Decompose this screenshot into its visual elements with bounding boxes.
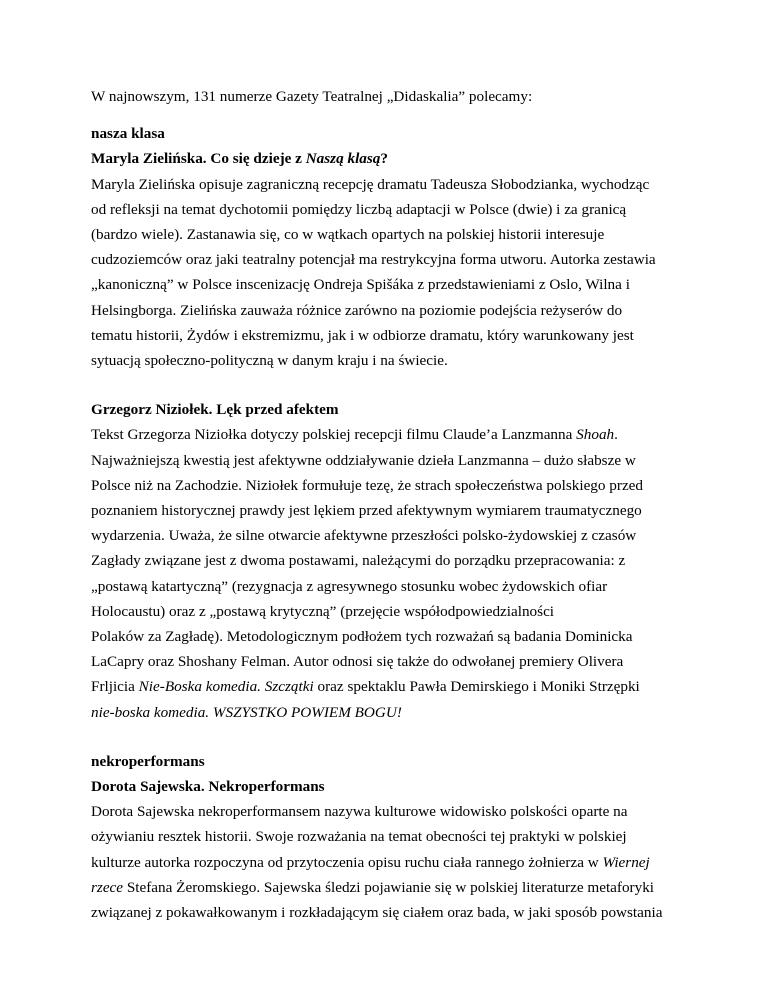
article-title-zielinska xyxy=(91,146,691,171)
body-line xyxy=(91,700,691,725)
body-line: Polaków za Zagładę). Metodologicznym podłożem tych rozważań są badania Dominicka xyxy=(91,628,633,646)
body-italic-text: Wiernej xyxy=(602,853,650,871)
body-text: Frljicia xyxy=(91,678,139,696)
body-line xyxy=(91,875,691,900)
body-italic-text: Nie-Boska komedia. Szczątki xyxy=(138,678,314,696)
body-line: Polsce niż na Zachodzie. Niziołek formułuje tezę, że strach społeczeństwa polskiego przed xyxy=(91,476,644,494)
article-title-sajewska: Dorota Sajewska. Nekroperformans xyxy=(91,778,325,796)
section-tag-nasza-klasa: nasza klasa xyxy=(91,125,165,143)
body-line: sytuacją społeczno-polityczną w danym kraju i na świecie. xyxy=(91,352,448,370)
body-line: cudzoziemców oraz jaki teatralny potencjał ma restrykcyjna forma utworu. Autorka zestawia xyxy=(91,251,656,269)
body-line: Najważniejszą kwestią jest afektywne oddziaływanie dzieła Lanzmanna – dużo słabsze w xyxy=(91,451,636,469)
body-line: LaCapry oraz Shoshany Felman. Autor odnosi się także do odwołanej premiery Olivera xyxy=(91,653,624,671)
body-line: Holocaustu) oraz z „postawą krytyczną” (przejęcie współodpowiedzialności xyxy=(91,602,555,620)
body-line: poznaniem historycznej prawdy jest lękiem przed afektywnym wymiarem traumatycznego xyxy=(91,502,642,520)
article-body-niziolek xyxy=(91,422,691,724)
body-line: (bardzo wiele). Zastanawia się, co w wątkach opartych na polskiej historii interesuje xyxy=(91,226,605,244)
body-line: „postawą katartyczną” (rezygnacja z agresywnego stosunku wobec żydowskich ofiar xyxy=(91,577,608,595)
body-line: tematu historii, Żydów i ekstremizmu, jak i w odbiorze dramatu, który warunkowany jest xyxy=(91,326,634,344)
body-line: Maryla Zielińska opisuje zagraniczną recepcję dramatu Tadeusza Słobodzianka, wychodząc xyxy=(91,175,650,193)
paragraph-gap xyxy=(91,725,691,749)
body-text: kulturze autorka rozpoczyna od przytoczenia opisu ruchu ciała rannego żołnierza w xyxy=(91,853,603,871)
body-line: Zagłady związane jest z dwoma postawami, należącymi do porządku przepracowania: z xyxy=(91,552,626,570)
body-line xyxy=(91,674,691,699)
body-italic-text: rzece xyxy=(91,878,124,896)
title-italic-text: Naszą klasą xyxy=(305,150,381,168)
body-line: wydarzenia. Uważa, że silne otwarcie afektywne przeszłości polsko-żydowskiej z czasów xyxy=(91,527,637,545)
body-line: „kanoniczną” w Polsce inscenizację Ondreja Spišáka z przedstawieniami z Oslo, Wilna i xyxy=(91,276,630,294)
body-line: Dorota Sajewska nekroperformansem nazywa kulturowe widowisko polskości oparte na xyxy=(91,803,628,821)
article-title-niziolek: Grzegorz Niziołek. Lęk przed afektem xyxy=(91,401,339,419)
title-text: Maryla Zielińska. Co się dzieje z xyxy=(91,150,306,168)
body-line: od refleksji na temat dychotomii pomiędzy liczbą adaptacji w Polsce (dwie) i za granicą xyxy=(91,200,627,218)
section-tag-nekroperformans: nekroperformans xyxy=(91,752,205,770)
body-text: oraz spektaklu Pawła Demirskiego i Moniki Strzępki xyxy=(313,678,640,696)
body-line: związanej z pokawałkowanym i rozkładającym się ciałem oraz bada, w jaki sposób powstania xyxy=(91,904,663,922)
body-italic-text: Shoah xyxy=(576,426,615,444)
document-page xyxy=(91,84,691,925)
body-line xyxy=(91,850,691,875)
title-text: ? xyxy=(380,150,388,168)
body-text: . xyxy=(614,426,618,444)
body-text: Tekst Grzegorza Niziołka dotyczy polskiej recepcji filmu Claude’a Lanzmanna xyxy=(91,426,577,444)
body-line: Helsingborga. Zielińska zauważa różnice zarówno na poziomie podejścia reżyserów do xyxy=(91,301,623,319)
body-line xyxy=(91,422,691,447)
body-italic-text: nie-boska komedia. WSZYSTKO POWIEM BOGU! xyxy=(91,703,402,721)
body-text: Stefana Żeromskiego. Sajewska śledzi pojawianie się w polskiej literaturze metaforyki xyxy=(123,878,655,896)
article-body-zielinska xyxy=(91,172,691,374)
paragraph-gap xyxy=(91,373,691,397)
intro-line: W najnowszym, 131 numerze Gazety Teatralnej „Didaskalia” polecamy: xyxy=(91,88,533,105)
article-body-sajewska xyxy=(91,799,691,925)
body-line: ożywianiu resztek historii. Swoje rozważania na temat obecności tej praktyki w polskiej xyxy=(91,828,627,846)
